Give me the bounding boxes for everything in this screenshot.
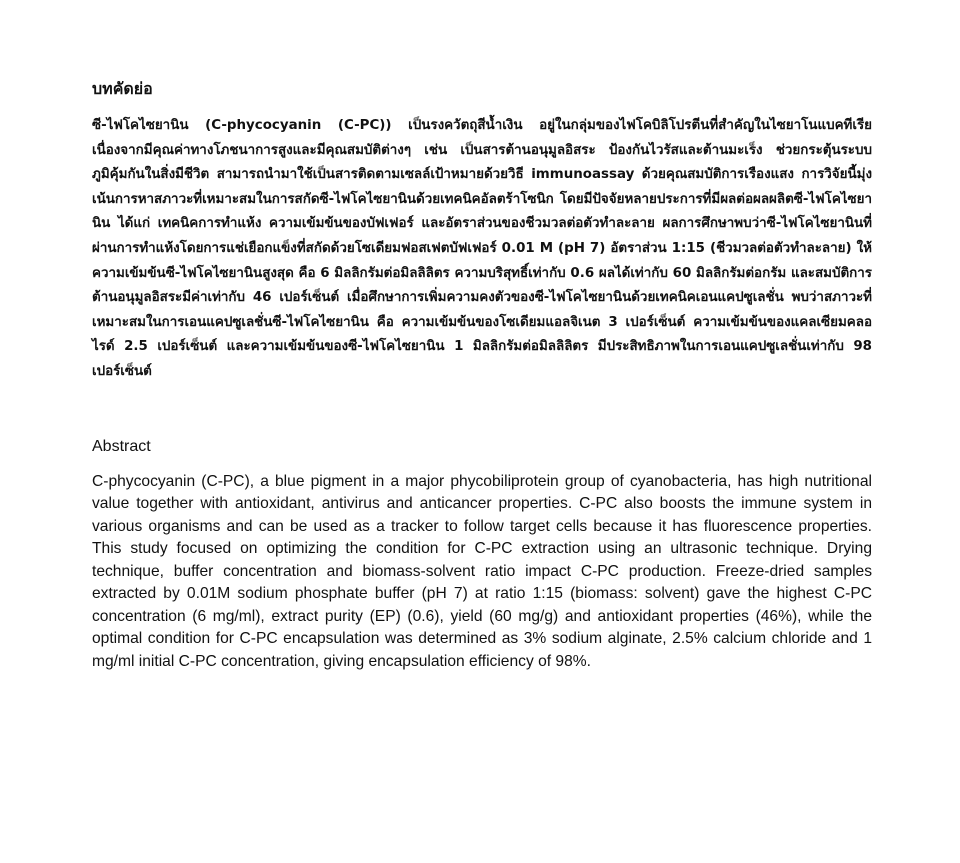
english-abstract-heading: Abstract [92,437,151,455]
thai-abstract-heading: บทคัดย่อ [92,79,153,98]
document-page [92,78,872,673]
english-abstract-body: C-phycocyanin (C-PC), a blue pigment in a major phycobiliprotein group of cyanobacteria, has high nutritional value together with antioxidant, antivirus and anticancer properties. C-PC also boosts the immune system in various organisms and can be used as a tracker to follow target cells because it has fluorescence properties. This study focused on optimizing the condition for C-PC extraction using an ultrasonic technique. Drying technique, buffer concentration and biomass-solvent ratio impact C-PC production. Freeze-dried samples extracted by 0.01M sodium phosphate buffer (pH 7) at ratio 1:15 (biomass: solvent) gave the highest C-PC concentration (6 mg/ml), extract purity (EP) (0.6), yield (60 mg/g) and antioxidant properties (46%), while the optimal condition for C-PC encapsulation was determined as 3% sodium alginate, 2.5% calcium chloride and 1 mg/ml initial C-PC concentration, giving encapsulation efficiency of 98%. [92,472,872,670]
thai-abstract-section [92,78,872,385]
english-abstract-section [92,436,872,674]
thai-abstract-body: ซี-ไฟโคไซยานิน (C-phycocyanin (C-PC)) เป็นรงควัตถุสีน้ำเงิน อยู่ในกลุ่มของไฟโคบิลิโปรตีนที่สำคัญในไซยาโนแบคทีเรีย เนื่องจากมีคุณค่าทางโภชนาการสูงและมีคุณสมบัติต่างๆ เช่น เป็นสารต้านอนุมูลอิสระ ป้องกันไวรัสและต้านมะเร็ง ช่วยกระตุ้นระบบภูมิคุ้มกันในสิ่งมีชีวิต สามารถนำมาใช้เป็นสารติดตามเซลล์เป้าหมายด้วยวิธี immunoassay ด้วยคุณสมบัติการเรืองแสง การวิจัยนี้มุ่งเน้นการหาสภาวะที่เหมาะสมในการสกัดซี-ไฟโคไซยานินด้วยเทคนิคอัลตร้าโซนิก โดยมีปัจจัยหลายประการที่มีผลต่อผลผลิตซี-ไฟโคไซยานิน ได้แก่ เทคนิคการทำแห้ง ความเข้มข้นของบัฟเฟอร์ และอัตราส่วนของชีวมวลต่อตัวทำละลาย ผลการศึกษาพบว่าซี-ไฟโคไซยานินที่ผ่านการทำแห้งโดยการแช่เยือกแข็งที่สกัดด้วยโซเดียมฟอสเฟตบัฟเฟอร์ 0.01 M (pH 7) อัตราส่วน 1:15 (ชีวมวลต่อตัวทำละลาย) ให้ความเข้มข้นซี-ไฟโคไซยานินสูงสุด คือ 6 มิลลิกรัมต่อมิลลิลิตร ความบริสุทธิ์เท่ากับ 0.6 ผลได้เท่ากับ 60 มิลลิกรัมต่อกรัม และสมบัติการต้านอนุมูลอิสระมีค่าเท่ากับ 46 เปอร์เซ็นต์ เมื่อศึกษาการเพิ่มความคงตัวของซี-ไฟโคไซยานินด้วยเทคนิคเอนแคปซูเลชั่น พบว่าสภาวะที่เหมาะสมในการเอนแคปซูเลชั่นซี-ไฟโคไซยานิน คือ ความเข้มข้นของโซเดียมแอลจิเนต 3 เปอร์เซ็นต์ ความเข้มข้นของแคลเซียมคลอไรด์ 2.5 เปอร์เซ็นต์ และความเข้มข้นของซี-ไฟโคไซยานิน 1 มิลลิกรัมต่อมิลลิลิตร มีประสิทธิภาพในการเอนแคปซูเลชั่นเท่ากับ 98 เปอร์เซ็นต์ [92,118,872,379]
